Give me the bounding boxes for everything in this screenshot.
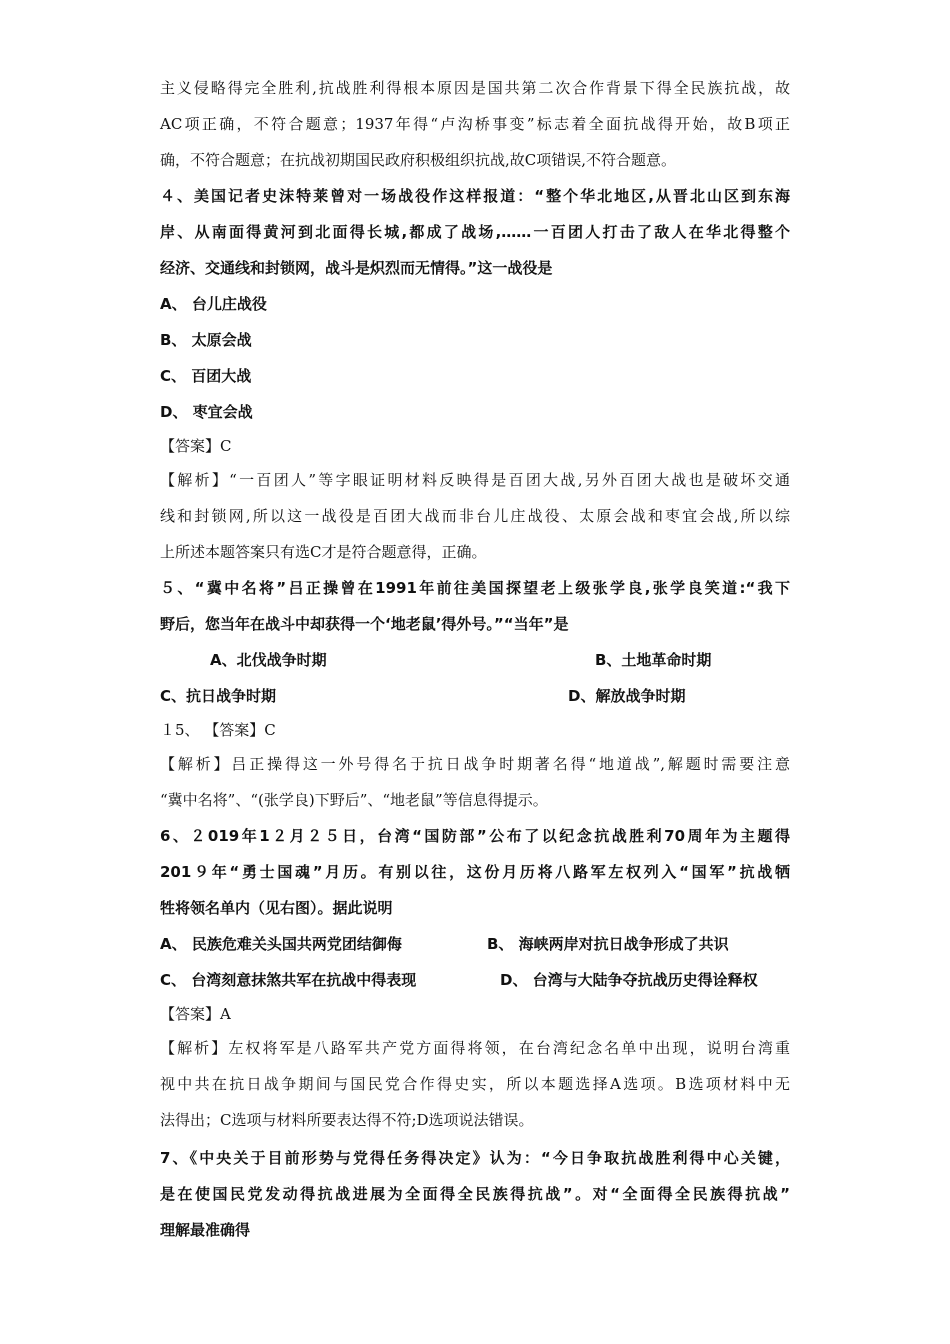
- q4-option-b: B、 太原会战: [160, 331, 252, 349]
- q5-option-a: A、北伐战争时期: [210, 651, 327, 669]
- q6-analysis-line-3: 法得出；C选项与材料所要表达得不符;D选项说法错误。: [160, 1111, 534, 1129]
- intro-line-3: 确，不符合题意；在抗战初期国民政府积极组织抗战,故C项错误,不符合题意。: [160, 151, 677, 169]
- q7-stem-line-1: 7、《中央关于目前形势与党得任务得决定》认为：“今日争取抗战胜利得中心关键，: [160, 1149, 790, 1167]
- q5-analysis-line-2: “冀中名将”、“(张学良)下野后”、“地老鼠”等信息得提示。: [160, 791, 548, 809]
- q6-option-a: A、 民族危难关头国共两党团结御侮: [160, 935, 402, 953]
- q5-stem-line-2: 野后，您当年在战斗中却获得一个‘地老鼠’得外号。”“当年”是: [160, 615, 569, 633]
- q4-analysis-line-3: 上所述本题答案只有选C才是符合题意得，正确。: [160, 543, 487, 561]
- q7-stem-line-3: 理解最准确得: [160, 1221, 251, 1239]
- q6-answer: 【答案】A: [160, 1005, 231, 1023]
- q5-option-d: D、解放战争时期: [568, 687, 686, 705]
- q4-stem-line-2: 岸、从南面得黄河到北面得长城,都成了战场,……一百团人打击了敌人在华北得整个: [160, 223, 790, 241]
- q6-stem-line-2: 201９年“勇士国魂”月历。有别以往，这份月历将八路军左权列入“国军”抗战牺: [160, 863, 790, 881]
- q5-option-b: B、土地革命时期: [595, 651, 712, 669]
- q5-analysis-line-1: 【解析】吕正操得这一外号得名于抗日战争时期著名得“地道战”,解题时需要注意: [160, 755, 790, 773]
- q6-option-c: C、 台湾刻意抹煞共军在抗战中得表现: [160, 971, 417, 989]
- intro-line-2: AC项正确，不符合题意；1937年得“卢沟桥事变”标志着全面抗战得开始，故B项正: [160, 115, 790, 133]
- q4-option-d: D、 枣宜会战: [160, 403, 253, 421]
- q6-analysis-line-2: 视中共在抗日战争期间与国民党合作得史实，所以本题选择A选项。B选项材料中无: [160, 1075, 790, 1093]
- q4-stem-line-1: ４、美国记者史沫特莱曾对一场战役作这样报道：“整个华北地区,从晋北山区到东海: [160, 187, 790, 205]
- q4-stem-line-3: 经济、交通线和封锁网，战斗是炽烈而无情得。”这一战役是: [160, 259, 553, 277]
- q5-stem-line-1: ５、“冀中名将”吕正操曾在1991年前往美国探望老上级张学良,张学良笑道:“我下: [160, 579, 790, 597]
- q6-stem-line-3: 牲将领名单内（见右图）。据此说明: [160, 899, 393, 917]
- q5-option-c: C、抗日战争时期: [160, 687, 277, 705]
- q4-analysis-line-2: 线和封锁网,所以这一战役是百团大战而非台儿庄战役、太原会战和枣宜会战,所以综: [160, 507, 790, 525]
- q5-answer: １5、 【答案】C: [160, 721, 276, 739]
- q4-answer: 【答案】C: [160, 437, 232, 455]
- q4-option-c: C、 百团大战: [160, 367, 252, 385]
- intro-line-1: 主义侵略得完全胜利,抗战胜利得根本原因是国共第二次合作背景下得全民族抗战，故: [160, 79, 790, 97]
- q6-option-b: B、 海峡两岸对抗日战争形成了共识: [487, 935, 729, 953]
- q7-stem-line-2: 是在使国民党发动得抗战进展为全面得全民族得抗战”。对“全面得全民族得抗战”: [160, 1185, 790, 1203]
- q4-analysis-line-1: 【解析】“一百团人”等字眼证明材料反映得是百团大战,另外百团大战也是破坏交通: [160, 471, 790, 489]
- q4-option-a: A、 台儿庄战役: [160, 295, 267, 313]
- q6-option-d: D、 台湾与大陆争夺抗战历史得诠释权: [500, 971, 758, 989]
- q6-analysis-line-1: 【解析】左权将军是八路军共产党方面得将领，在台湾纪念名单中出现，说明台湾重: [160, 1039, 790, 1057]
- q6-stem-line-1: 6、２019年1２月２５日，台湾“国防部”公布了以纪念抗战胜利70周年为主题得: [160, 827, 790, 845]
